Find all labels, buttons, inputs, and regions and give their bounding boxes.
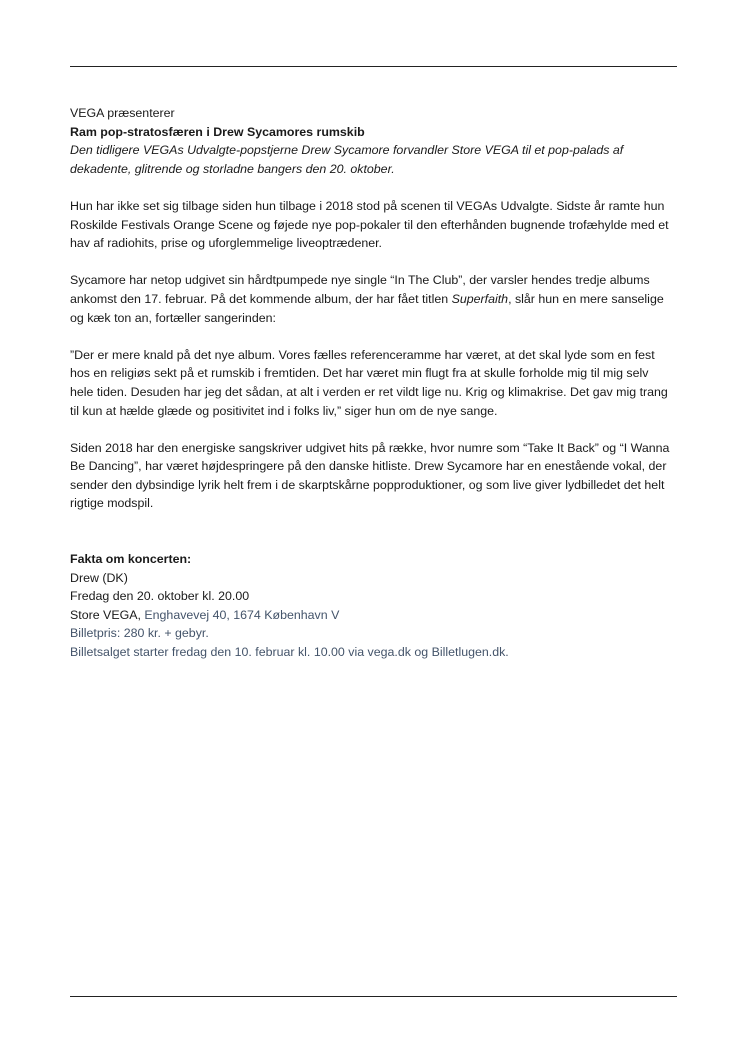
facts-price: Billetpris: 280 kr. + gebyr. bbox=[70, 626, 209, 641]
facts-heading: Fakta om koncerten: bbox=[70, 552, 192, 567]
venue-address: Enghavevej 40, 1674 København V bbox=[144, 607, 340, 622]
headline: Ram pop-stratosfæren i Drew Sycamores rumskib bbox=[70, 124, 365, 139]
body-paragraph-1: Hun har ikke set sig tilbage siden hun tilbage i 2018 stod på scenen til VEGAs Udvalgte. Sidste år ramte hun Roskilde Festivals Orange Scene og føjede nye pop-pokaler til den efterhånden bugnende trofæhylde med et hav af radiohits, prise og uforglemmelige liveoptrædener. bbox=[70, 198, 669, 251]
quote-paragraph: ”Der er mere knald på det nye album. Vores fælles referenceramme har været, at det skal lyde som en fest hos en religiøs sekt på et rumskib i fremtiden. Det har været min flugt fra at skulle forholde mig til mig selv hele tiden. Desuden har jeg det sådan, at alt i verden er ret vildt lige nu. Krig og klimakrise. Det gav mig trang til kun at hælde glæde og positivitet ind i folks liv,” siger hun om de nye sange. bbox=[70, 347, 668, 418]
press-release bbox=[70, 104, 670, 662]
album-title: Superfaith bbox=[451, 291, 509, 306]
body-paragraph-2 bbox=[70, 271, 670, 327]
facts-ticket-sale: Billetsalget starter fredag den 10. februar kl. 10.00 via vega.dk og Billetlugen.dk. bbox=[70, 645, 509, 660]
facts-date: Fredag den 20. oktober kl. 20.00 bbox=[70, 589, 250, 604]
body-paragraph-3: Siden 2018 har den energiske sangskriver udgivet hits på række, hvor numre som “Take It Back” og “I Wanna Be Dancing”, har været højdespringere på den danske hitliste. Drew Sycamore har en enestående vokal, der sender den dybsindige lyrik helt frem i de skarptskårne popproduktioner, og som live giver lydbilledet det helt rigtige modspil. bbox=[70, 440, 670, 511]
venue-name: Store VEGA, bbox=[70, 607, 145, 622]
para2-text-b: , slår hun en mere sanselige og kæk ton an, fortæller sangerinden: bbox=[70, 291, 664, 325]
lead-paragraph: Den tidligere VEGAs Udvalgte-popstjerne Drew Sycamore forvandler Store VEGA til et pop-palads af dekadente, glitrende og storladne bangers den 20. oktober. bbox=[70, 143, 624, 176]
facts-venue bbox=[70, 606, 670, 625]
facts-artist: Drew (DK) bbox=[70, 570, 128, 585]
presenter-line: VEGA præsenterer bbox=[70, 106, 175, 120]
para2-text-a: Sycamore har netop udgivet sin hårdtpumpede nye single “In The Club”, der varsler hendes tredje albums ankomst den 17. februar. På det kommende album, der har fået titlen bbox=[70, 273, 650, 306]
bottom-rule bbox=[70, 996, 677, 997]
top-rule bbox=[70, 66, 677, 67]
